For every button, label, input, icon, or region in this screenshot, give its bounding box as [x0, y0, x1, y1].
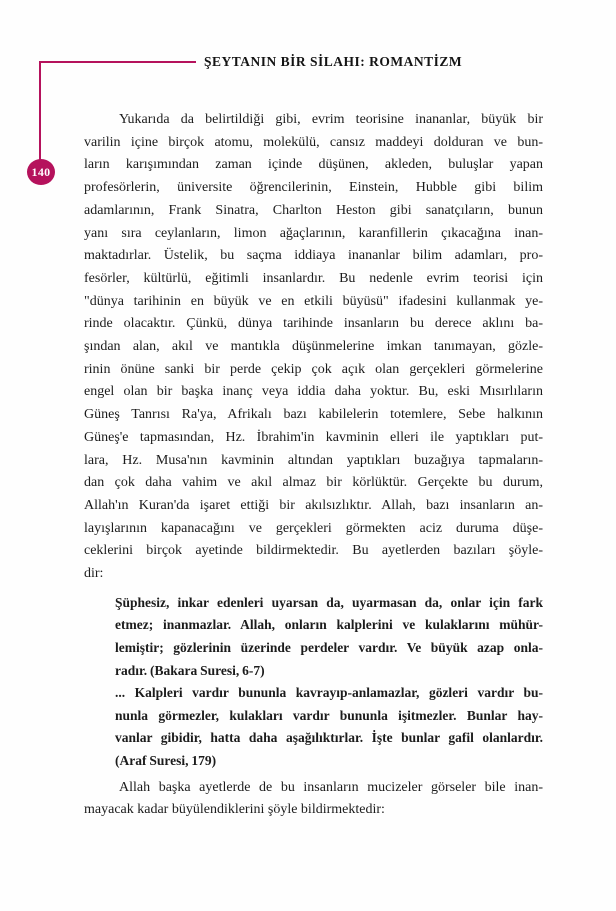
chapter-rule-horizontal — [39, 61, 196, 63]
text-line: "dünya tarihinin en büyük ve en etkili büyüsü" ifadesini kullanmak ye- — [84, 293, 543, 309]
chapter-title: ŞEYTANIN BİR SİLAHI: ROMANTİZM — [204, 54, 463, 69]
text-line: vanlar gibidir, hatta daha aşağılıktırlar. İşte bunlar gafil olanlardır. — [115, 730, 543, 746]
quote-paragraph — [84, 592, 543, 682]
text-line: profesörlerin, üniversite öğrencilerinin, Einstein, Hubble gibi bilim — [84, 180, 543, 196]
text-line: varilin içine birçok atomu, molekülü, cansız maddeyi dolduran ve bun- — [84, 134, 543, 150]
text-line: şından alan, akıl ve mantıkla düşünmelerine imkan tanımayan, gözle- — [84, 339, 543, 355]
body-paragraph — [84, 777, 543, 822]
body-paragraph — [84, 109, 543, 586]
text-line: dan çok daha vahim ve akıl almaz bir körlüktür. Gerçekte bu durum, — [84, 475, 543, 491]
text-line: maktadırlar. Üstelik, bu saçma iddiaya inananlar bilim adamları, pro- — [84, 248, 543, 264]
text-column — [84, 109, 543, 822]
text-line: rinin önüne sanki bir perde çekip çok açık olan gerçekleri görmelerine — [84, 361, 543, 377]
text-line: etmez; inanmazlar. Allah, onların kalplerini ve kulaklarını mühür- — [115, 617, 543, 633]
text-line: lara, Hz. Musa'nın kavminin altından yaptıkları buzağıya tapmaların- — [84, 452, 543, 468]
text-line: mayacak kadar büyülendiklerini şöyle bildirmektedir: — [84, 802, 385, 818]
text-line: (Araf Suresi, 179) — [115, 752, 217, 768]
page-number: 140 — [31, 164, 51, 179]
text-line: lemiştir; gözlerinin üzerinde perdeler vardır. Ve büyük azap onla- — [115, 639, 543, 655]
text-line: radır. (Bakara Suresi, 6-7) — [115, 662, 265, 678]
text-line: ların karışımından zaman içinde düşünen, akleden, buluşlar yapan — [84, 157, 543, 173]
text-line: Allah'ın Kuran'da işaret ettiği bir akılsızlıktır. Allah, bazı insanların an- — [84, 497, 543, 513]
chapter-rule-vertical — [39, 61, 41, 160]
text-line: ... Kalpleri vardır bununla kavrayıp-anlamazlar, gözleri vardır bu- — [115, 685, 543, 701]
quote-paragraph — [84, 682, 543, 772]
text-line: Güneş'e tapmasından, Hz. İbrahim'in kavminin elleri ile yaptıkları put- — [84, 429, 543, 445]
text-line: ceklerini birçok ayetinde bildirmektedir. Bu ayetlerden bazıları şöyle- — [84, 543, 543, 559]
text-line: rinde olacaktır. Çünkü, dünya tarihinde insanların bu derece aklını ba- — [84, 316, 543, 332]
text-line: Güneş Tanrısı Ra'ya, Afrikalı bazı kabilelerin totemlere, Sebe halkının — [84, 407, 543, 423]
page-number-badge — [27, 159, 55, 185]
text-line: fesörler, kültürlü, eğitimli insanlardır. Bu nedenle evrim teorisi için — [84, 270, 543, 286]
text-line: dir: — [84, 566, 104, 582]
text-line: layışlarının kapanacağını ve gerçekleri görmekten aciz duruma düşe- — [84, 520, 543, 536]
text-line: nunla görmezler, kulakları vardır bununla işitmezler. Bunlar hay- — [115, 707, 543, 723]
text-line: engel olan bir başka inanç veya iddia daha yoktur. Bu, eski Mısırlıların — [84, 384, 543, 400]
text-line: yanı sıra ceylanların, limon ağaçlarının, karanfillerin çıkacağına inan- — [84, 225, 543, 241]
text-line: Allah başka ayetlerde de bu insanların mucizeler görseler bile inan- — [119, 779, 543, 795]
text-line: Şüphesiz, inkar edenleri uyarsan da, uyarmasan da, onlar için fark — [115, 594, 543, 610]
text-line: Yukarıda da belirtildiği gibi, evrim teorisine inananlar, büyük bir — [119, 112, 543, 127]
text-line: adamlarının, Frank Sinatra, Charlton Heston gibi sanatçıların, bunun — [84, 202, 543, 218]
